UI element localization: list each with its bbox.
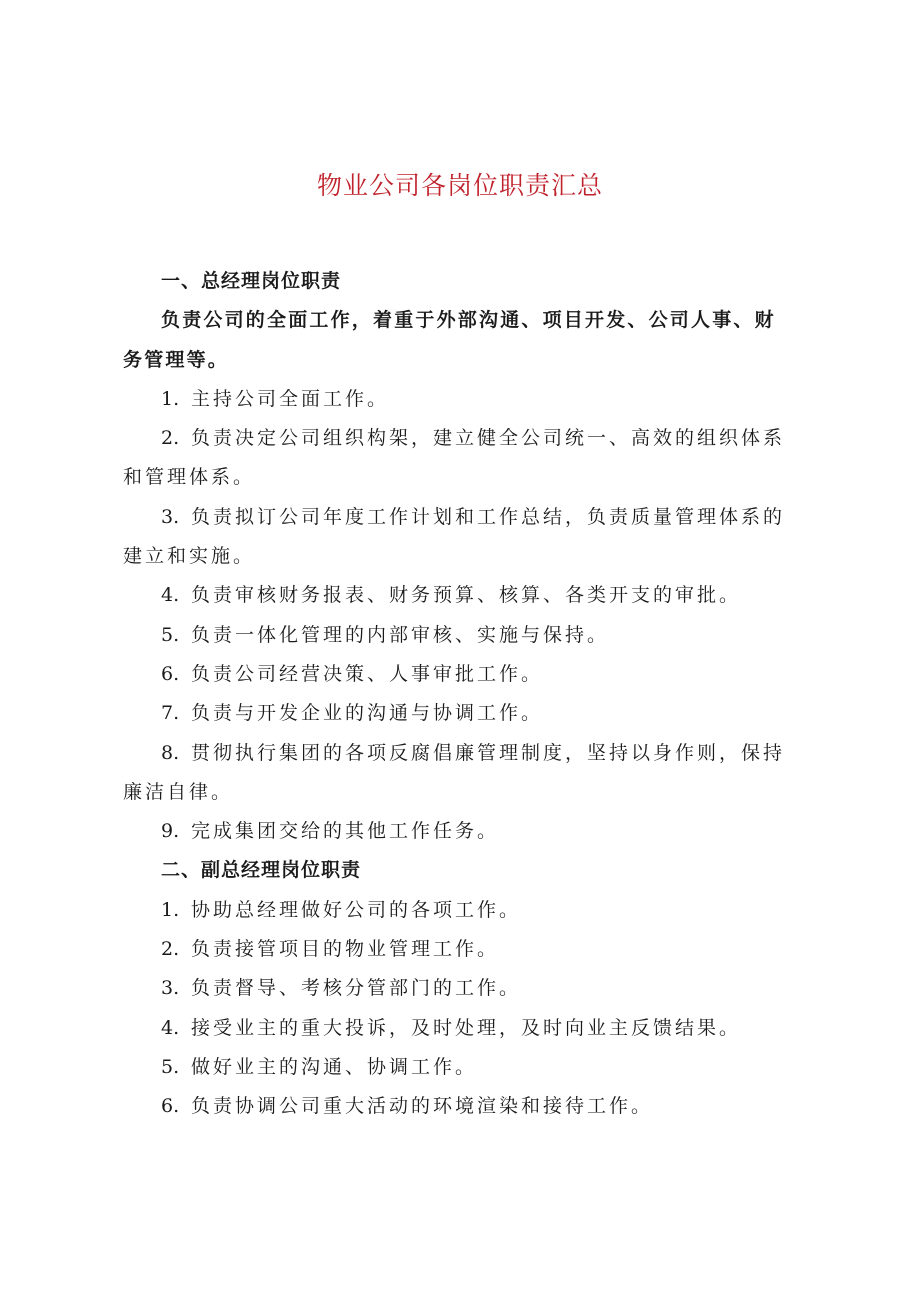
item-number: 9. (161, 820, 180, 843)
item-text: 协助总经理做好公司的各项工作。 (191, 898, 522, 921)
section-heading: 一、总经理岗位职责 (161, 270, 342, 292)
item-number: 1. (161, 898, 180, 921)
list-item (123, 1048, 795, 1087)
list-item (123, 616, 795, 655)
list-item (123, 380, 795, 419)
list-item (123, 969, 795, 1008)
item-text: 负责接管项目的物业管理工作。 (191, 938, 500, 961)
item-text: 负责协调公司重大活动的环境渲染和接待工作。 (191, 1095, 654, 1118)
item-text: 负责一体化管理的内部审核、实施与保持。 (191, 623, 610, 646)
document-title: 物业公司各岗位职责汇总 (316, 171, 603, 200)
item-text: 接受业主的重大投诉，及时处理，及时向业主反馈结果。 (191, 1016, 742, 1039)
list-item (123, 1087, 795, 1126)
item-text: 完成集团交给的其他工作任务。 (191, 820, 500, 843)
item-number: 2. (161, 938, 180, 961)
item-number: 2. (161, 427, 180, 450)
item-number: 8. (161, 741, 180, 764)
item-number: 3. (161, 505, 180, 528)
section-summary: 负责公司的全面工作，着重于外部沟通、项目开发、公司人事、财务管理等。 (123, 309, 776, 371)
item-number: 6. (161, 662, 180, 685)
list-item (123, 734, 795, 813)
item-text: 负责公司经营决策、人事审批工作。 (191, 662, 544, 685)
list-item (123, 655, 795, 694)
item-text: 主持公司全面工作。 (191, 387, 390, 410)
item-text: 负责审核财务报表、财务预算、核算、各类开支的审批。 (191, 584, 742, 607)
item-text: 做好业主的沟通、协调工作。 (191, 1055, 478, 1078)
item-number: 5. (161, 1055, 180, 1078)
item-number: 1. (161, 387, 180, 410)
list-item (123, 498, 795, 577)
list-item (123, 419, 795, 498)
section-heading: 二、副总经理岗位职责 (161, 859, 362, 882)
item-text: 负责督导、考核分管部门的工作。 (191, 977, 522, 1000)
item-text: 负责决定公司组织构架，建立健全公司统一、高效的组织体系和管理体系。 (123, 427, 786, 489)
item-number: 3. (161, 977, 180, 1000)
item-text: 贯彻执行集团的各项反腐倡廉管理制度，坚持以身作则，保持廉洁自律。 (123, 741, 786, 803)
item-text: 负责与开发企业的沟通与协调工作。 (191, 702, 544, 725)
item-number: 6. (161, 1095, 180, 1118)
item-number: 7. (161, 702, 180, 725)
document-body (123, 262, 795, 1127)
list-item (123, 930, 795, 969)
item-number: 5. (161, 623, 180, 646)
list-item (123, 812, 795, 851)
list-item (123, 576, 795, 615)
item-text: 负责拟订公司年度工作计划和工作总结，负责质量管理体系的建立和实施。 (123, 505, 786, 568)
list-item (123, 1009, 795, 1048)
item-number: 4. (161, 1016, 180, 1039)
list-item (123, 891, 795, 930)
item-number: 4. (161, 584, 180, 607)
list-item (123, 694, 795, 733)
